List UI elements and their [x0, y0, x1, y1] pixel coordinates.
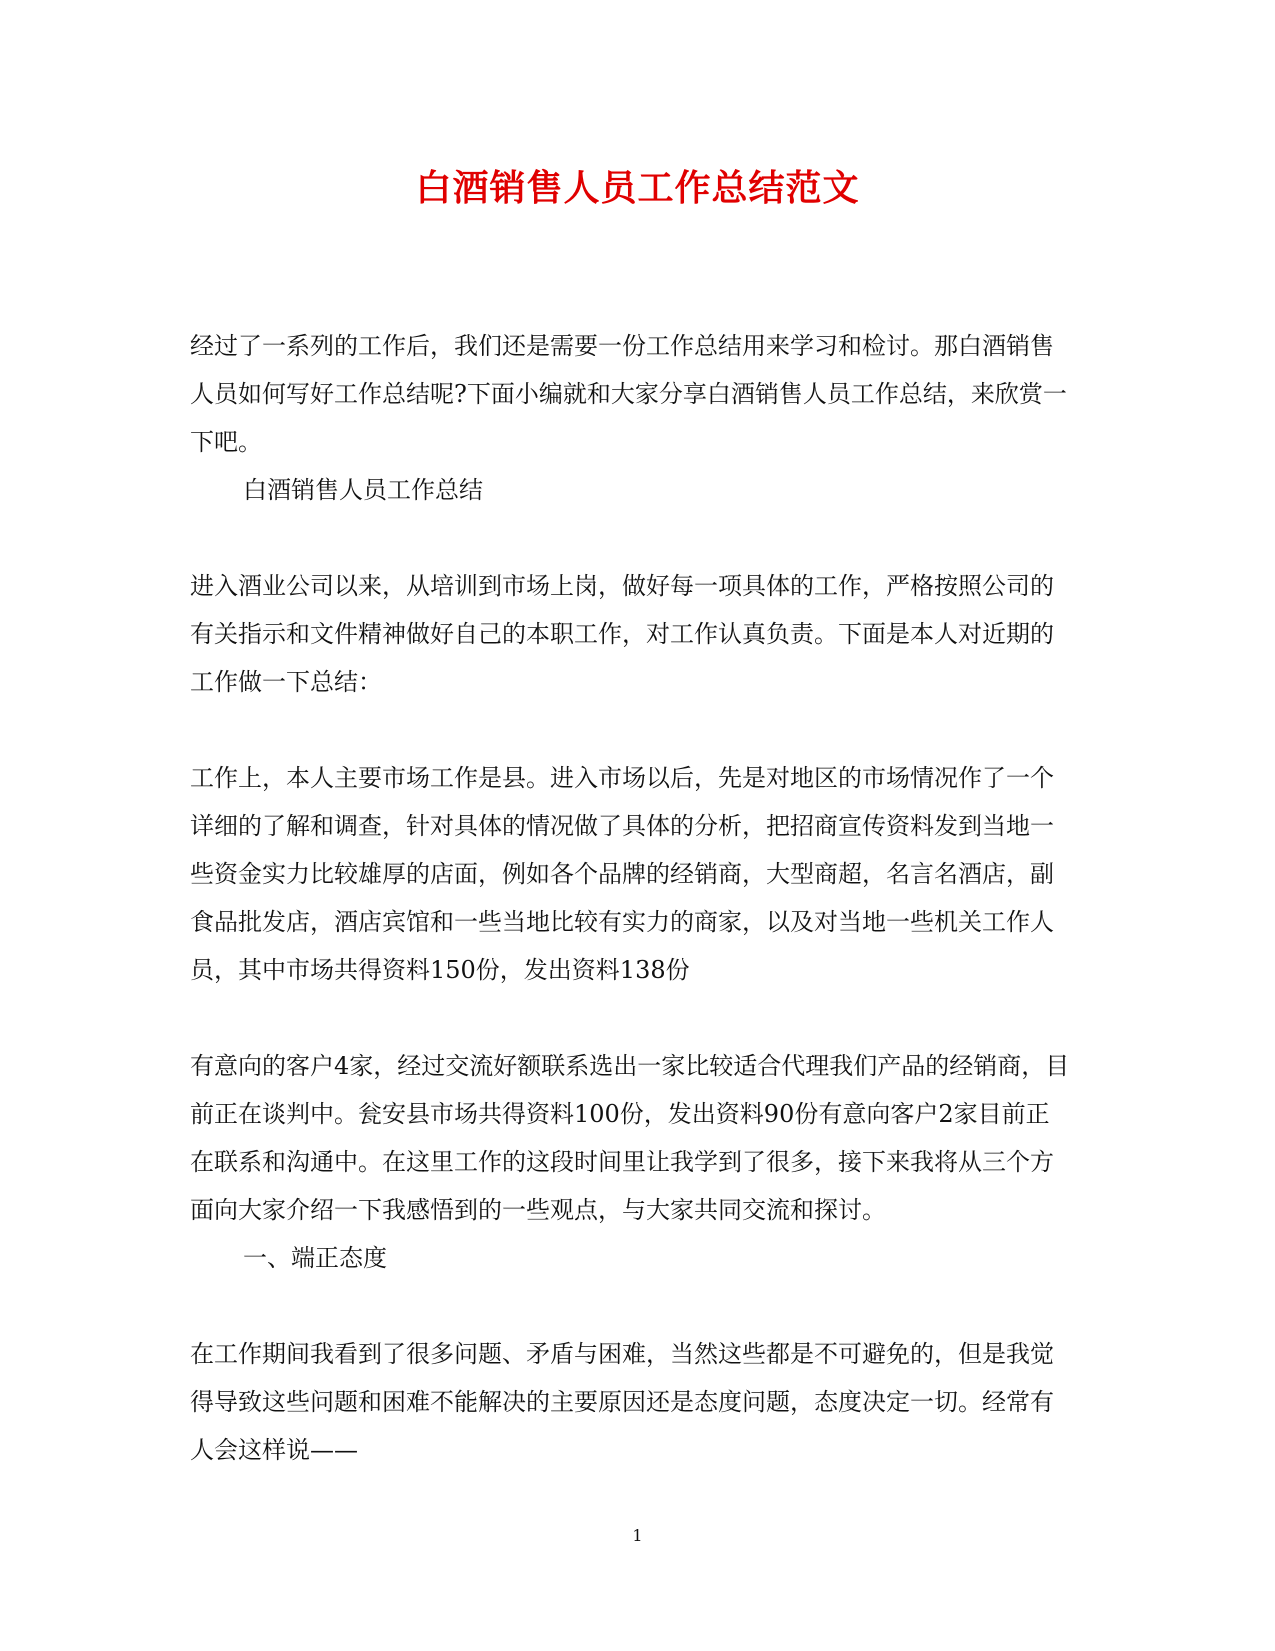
document-title: 白酒销售人员工作总结范文: [415, 167, 860, 209]
section-heading-summary: 白酒销售人员工作总结: [243, 476, 483, 504]
paragraph-joining-company: 进入酒业公司以来，从培训到市场上岗，做好每一项具体的工作，严格按照公司的有关指示和文件精神做好自己的本职工作，对工作认真负责。下面是本人对近期的工作做一下总结：: [190, 572, 1054, 696]
paragraph-clients: 有意向的客户4家，经过交流好额联系选出一家比较适合代理我们产品的经销商，目前正在谈判中。瓮安县市场共得资料100份，发出资料90份有意向客户2家目前正在联系和沟通中。在这里工作的这段时间里让我学到了很多，接下来我将从三个方面向大家介绍一下我感悟到的一些观点，与大家共同交流和探讨。: [190, 1052, 1070, 1224]
paragraph-intro: 经过了一系列的工作后，我们还是需要一份工作总结用来学习和检讨。那白酒销售人员如何写好工作总结呢?下面小编就和大家分享白酒销售人员工作总结，来欣赏一下吧。: [190, 332, 1067, 456]
document-body: [190, 322, 1070, 1474]
page-number: 1: [632, 1526, 643, 1545]
section-heading-attitude: 一、端正态度: [243, 1244, 387, 1272]
paragraph-market-work: 工作上，本人主要市场工作是县。进入市场以后，先是对地区的市场情况作了一个详细的了解和调查，针对具体的情况做了具体的分析，把招商宣传资料发到当地一些资金实力比较雄厚的店面，例如各个品牌的经销商，大型商超，名言名酒店，副食品批发店，酒店宾馆和一些当地比较有实力的商家，以及对当地一些机关工作人员，其中市场共得资料150份，发出资料138份: [190, 764, 1054, 984]
paragraph-attitude: 在工作期间我看到了很多问题、矛盾与困难，当然这些都是不可避免的，但是我觉得导致这些问题和困难不能解决的主要原因还是态度问题，态度决定一切。经常有人会这样说——: [190, 1340, 1054, 1464]
